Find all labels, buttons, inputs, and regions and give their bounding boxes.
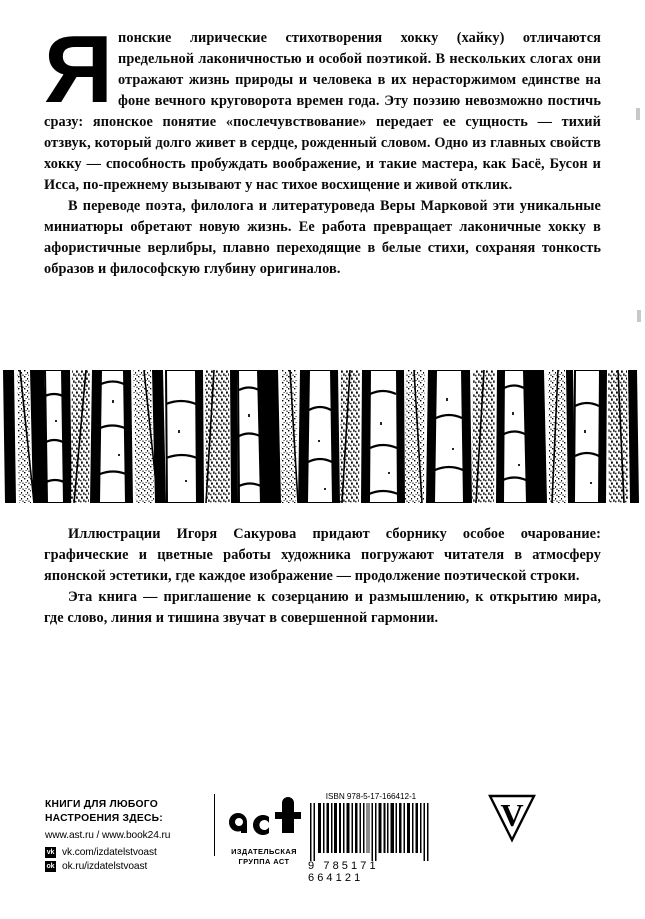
blurb-paragraph-1 (44, 16, 601, 196)
publisher-promo (45, 798, 210, 872)
blurb-paragraph-2: В переводе поэта, филолога и литературоведа Веры Марковой эти уникальные миниатюры обретают новую жизнь. Ее работа превращает лаконичные хокку в афористичные верлибры, плавно переходящие в белые стихи, сохраняя тонкость образов и философскую глубину оригиналов. (44, 198, 601, 277)
isbn-label: ISBN 978-5-17-166412-1 (325, 792, 417, 801)
social-link-vk-label: vk.com/izdatelstvoast (62, 847, 157, 858)
blurb-paragraph-3: Иллюстрации Игоря Сакурова придают сборнику особое очарование: графические и цветные работы художника погружают читателя в атмосферу японской эстетики, где каждое изображение — продолжение поэтической строки. (44, 526, 601, 584)
bamboo-forest-illustration (0, 370, 645, 503)
ok-icon: ok (46, 863, 55, 870)
social-link-vk[interactable] (45, 847, 210, 858)
footer-divider (214, 794, 215, 856)
promo-line-2: НАСТРОЕНИЯ ЗДЕСЬ: (45, 813, 163, 824)
ast-caption-line-1: ИЗДАТЕЛЬСКАЯ (231, 847, 297, 856)
blurb-bottom (44, 524, 601, 629)
series-mark-v (484, 790, 540, 846)
scan-artifact-right-top (636, 108, 640, 120)
social-link-ok-label: ok.ru/izdatelstvoast (62, 861, 148, 872)
publisher-websites[interactable]: www.ast.ru / www.book24.ru (45, 830, 171, 841)
blurb-paragraph-4: Эта книга — приглашение к созерцанию и размышлению, к открытию мира, где слово, линия и тишина звучат в совершенной гармонии. (44, 589, 601, 626)
barcode-bars-icon (306, 803, 434, 861)
vk-icon: vk (46, 849, 55, 856)
blurb-paragraph-1-text: понские лирические стихотворения хокку (хайку) отличаются предельной лаконичностью и особой поэтикой. В нескольких слогах они отражают жизнь природы и человека в их нерасторжимом единстве на фоне вечного круговорота времен года. Эту поэзию невозможно постичь сразу: японское понятие «послечувствование» передает ее сущность — тихий отзвук, который долго живет в сердце, рожденный словом. Одно из главных свойств хокку — способность пробуждать воображение, и такие мастера, как Басё, Бусон и Исса, по-прежнему вызывают у нас тихое восхищение и живой отклик. (44, 30, 601, 193)
ast-publisher-logo (224, 796, 304, 867)
promo-line-1: КНИГИ ДЛЯ ЛЮБОГО (45, 799, 159, 810)
svg-text:V: V (500, 797, 524, 833)
scan-artifact-right-bottom (637, 310, 641, 322)
ast-logo-icon (225, 796, 303, 840)
blurb-top (44, 16, 601, 280)
drop-cap: Я (44, 16, 111, 123)
social-link-ok[interactable] (45, 861, 210, 872)
v-triangle-icon (484, 790, 540, 846)
footer (0, 790, 645, 890)
isbn-barcode (306, 792, 436, 884)
barcode-digits: 9 785171 664121 (308, 860, 379, 884)
ast-caption-line-2: ГРУППА АСТ (238, 857, 290, 866)
